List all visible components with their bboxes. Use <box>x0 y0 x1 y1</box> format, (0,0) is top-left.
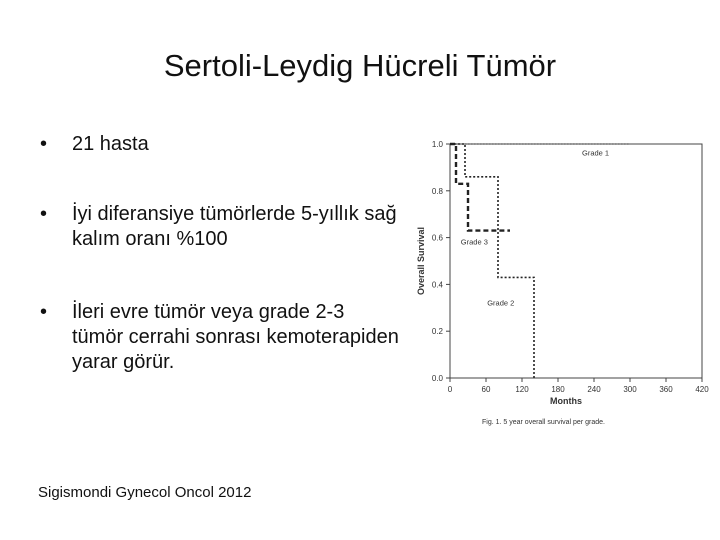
bullet-text: 21 hasta <box>72 133 149 155</box>
survival-chart <box>410 130 710 435</box>
series-line-grade-3 <box>450 144 510 231</box>
y-tick-label: 0.2 <box>431 327 443 337</box>
bullet-glyph: • <box>40 133 48 155</box>
x-tick-label: 60 <box>481 385 491 394</box>
plot-frame <box>450 144 702 378</box>
y-tick-label: 1.0 <box>431 140 443 149</box>
x-axis-label: Months <box>550 396 582 406</box>
series-label: Grade 3 <box>460 237 488 247</box>
bullet-text: İleri evre tümör veya grade 2-3 tümör cerrahi sonrası kemoterapiden yarar görür. <box>72 301 399 373</box>
x-tick-label: 420 <box>695 385 709 394</box>
x-tick-label: 240 <box>587 385 601 394</box>
x-tick-label: 120 <box>515 385 529 394</box>
y-tick-label: 0.6 <box>431 233 443 243</box>
x-tick-label: 360 <box>659 385 673 394</box>
x-tick-label: 300 <box>623 385 637 394</box>
y-tick-label: 0.8 <box>431 186 443 196</box>
bullet-glyph: • <box>40 203 48 225</box>
y-tick-label: 0.0 <box>431 374 443 383</box>
y-tick-label: 0.4 <box>431 280 443 290</box>
series-label: Grade 1 <box>582 148 610 158</box>
series-line-grade-2 <box>450 144 534 378</box>
bullet-item <box>40 300 400 375</box>
bullet-item <box>40 132 400 157</box>
series-label: Grade 2 <box>487 298 515 308</box>
bullet-item <box>40 202 400 252</box>
y-axis-label: Overall Survival <box>416 226 426 296</box>
x-tick-label: 180 <box>551 385 565 394</box>
citation: Sigismondi Gynecol Oncol 2012 <box>38 484 252 501</box>
chart-caption: Fig. 1. 5 year overall survival per grade. <box>482 419 605 426</box>
bullet-text: İyi diferansiye tümörlerde 5-yıllık sağ kalım oranı %100 <box>72 203 397 250</box>
bullet-glyph: • <box>40 301 48 323</box>
x-tick-label: 0 <box>447 385 453 394</box>
slide-title: Sertoli-Leydig Hücreli Tümör <box>163 48 557 83</box>
